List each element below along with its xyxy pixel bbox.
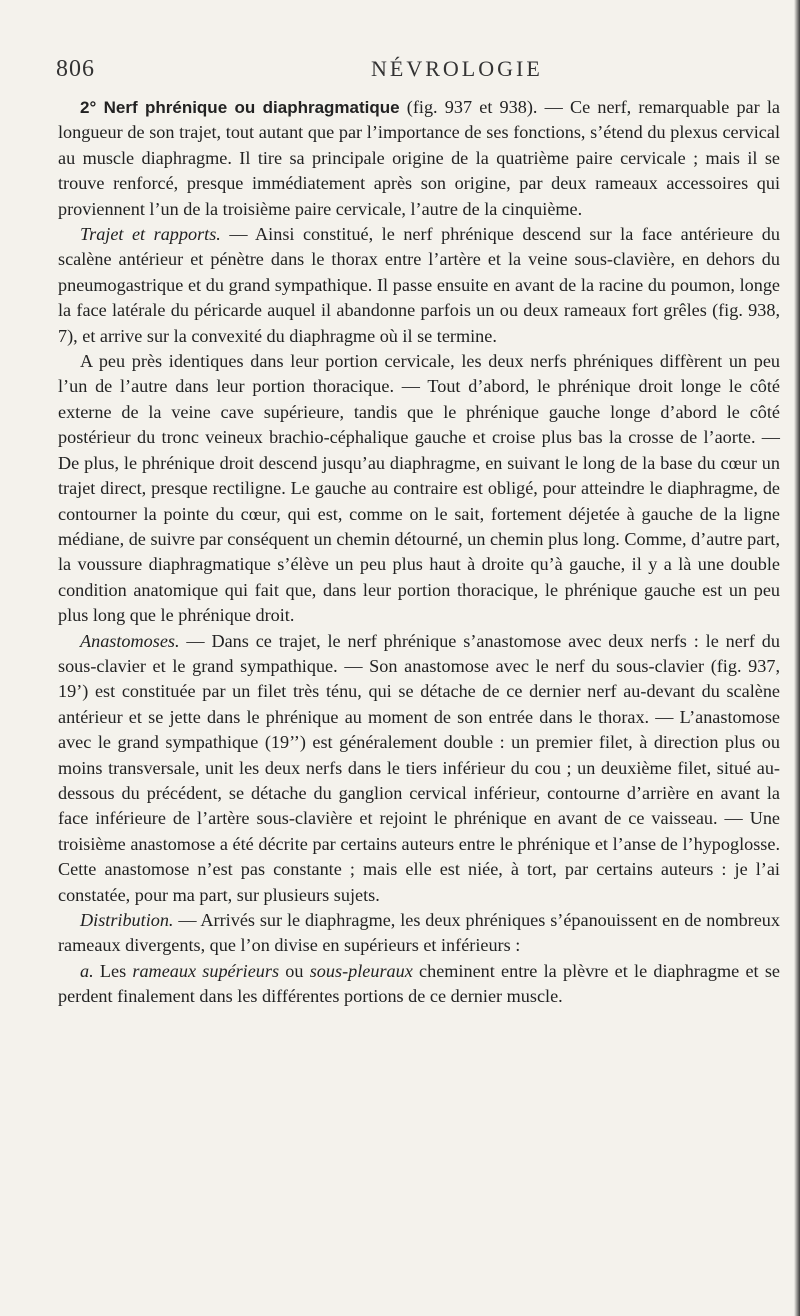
term-sous-pleuraux: sous-pleuraux bbox=[309, 960, 413, 981]
page-edge-shadow bbox=[794, 0, 800, 1316]
paragraph-text: A peu près identiques dans leur portion cervicale, les deux nerfs phréniques diffèrent un peu l’un de l’autre dans leur portion thoracique. — Tout d’abord, le phrénique droit longe le côté externe de la veine cave supérieure, tandis que le phrénique gauche longe d’abord le côté postérieur du tronc veineux brachio-céphalique gauche et croise plus bas la crosse de l’aorte. — De plus, le phrénique droit descend jusqu’au diaphragme, en suivant le long de la base du cœur un trajet direct, presque rectiligne. Le gauche au contraire est obligé, pour atteindre le diaphragme, de contourner la pointe du cœur, qui est, comme on le sait, fortement déjetée à gauche de la ligne médiane, de suivre par conséquent un chemin détourné, un chemin plus long. Comme, d’autre part, la voussure diaphragmatique s’élève un peu plus haut à droite qu’à gauche, il y a là une double condition anatomique qui fait que, dans leur portion thoracique, le phrénique gauche est un peu plus long que le phrénique droit. bbox=[58, 351, 780, 626]
subsection-title-anastomoses: Anastomoses. bbox=[80, 630, 180, 651]
paragraph-text: cheminent entre la plèvre et le diaphragme et se perdent finalement dans les différentes portions de ce dernier muscle. bbox=[58, 960, 781, 1007]
paragraph-text: — Arrivés sur le diaphragme, les deux phréniques s’épanouissent en de nombreux rameaux divergents, que l’on divise en supérieurs et inférieurs : bbox=[58, 910, 780, 956]
paragraph-text: — Dans ce trajet, le nerf phrénique s’anastomose avec deux nerfs : le nerf du sous-clavier et le grand sympathique. — Son anastomose avec le nerf du sous-clavier (fig. 937, 19’) est constituée par un filet très ténu, qui se détache de ce dernier nerf au-devant du scalène antérieur et se jette dans le phrénique au moment de son entrée dans le thorax. — L’anastomose avec le grand sympathique (19’’) est généralement double : un premier filet, à direction plus ou moins transversale, unit les deux nerfs dans le tiers inférieur du cou ; un deuxième filet, situé au-dessous du précédent, se détache du ganglion cervical inférieur, contourne d’arrière en avant la face inférieure de l’artère sous-clavière et rejoint le phrénique en avant de ce vaisseau. — Une troisième anastomose a été décrite par certains auteurs entre le phrénique et l’anse de l’hypoglosse. Cette anastomose n’est pas constante ; mais elle est niée, à tort, par certains auteurs : je l’ai constatée, pour ma part, sur plusieurs sujets. bbox=[58, 630, 780, 905]
page-header bbox=[56, 48, 756, 88]
running-head: NÉVROLOGIE bbox=[371, 56, 543, 81]
paragraph-phrenic-intro bbox=[58, 95, 780, 222]
subsection-title-trajet: Trajet et rapports. bbox=[80, 224, 221, 245]
body-text bbox=[58, 95, 780, 1010]
section-heading: 2° Nerf phrénique ou diaphragmatique bbox=[80, 98, 400, 117]
term-rameaux-superieurs: rameaux supérieurs bbox=[132, 960, 280, 981]
paragraph-text: (fig. 937 et 938). — Ce nerf, remarquable par la longueur de son trajet, tout autant que par l’importance de ses fonctions, s’étend du plexus cervical au muscle diaphragme. Il tire sa principale origine de la quatrième paire cervicale ; mais il se trouve renforcé, presque immédiatement après son origine, par deux rameaux accessoires qui proviennent l’un de la troisième paire cervicale, l’autre de la cinquième. bbox=[58, 97, 780, 219]
list-label-a: a. bbox=[80, 960, 94, 981]
paragraph-text: ou bbox=[279, 960, 310, 981]
paragraph-anastomoses bbox=[58, 629, 780, 908]
paragraph-trajet bbox=[58, 222, 780, 349]
subsection-title-distribution: Distribution. bbox=[80, 910, 174, 930]
paragraph-text: — Ainsi constitué, le nerf phrénique descend sur la face antérieure du scalène antérieur et pénètre dans le thorax entre l’artère et la veine sous-clavière, en dehors du pneumogastrique et du grand sympathique. Il passe ensuite en avant de la racine du poumon, longe la face latérale du péricarde auquel il abandonne parfois un ou deux rameaux fort grêles (fig. 938, 7), et arrive sur la convexité du diaphragme où il se termine. bbox=[58, 224, 780, 346]
paragraph-text: Les bbox=[93, 960, 133, 981]
paragraph-distribution-a bbox=[58, 959, 780, 1010]
paragraph-trajet-2 bbox=[58, 349, 780, 628]
page-number: 806 bbox=[56, 56, 95, 82]
paragraph-distribution bbox=[58, 908, 780, 959]
